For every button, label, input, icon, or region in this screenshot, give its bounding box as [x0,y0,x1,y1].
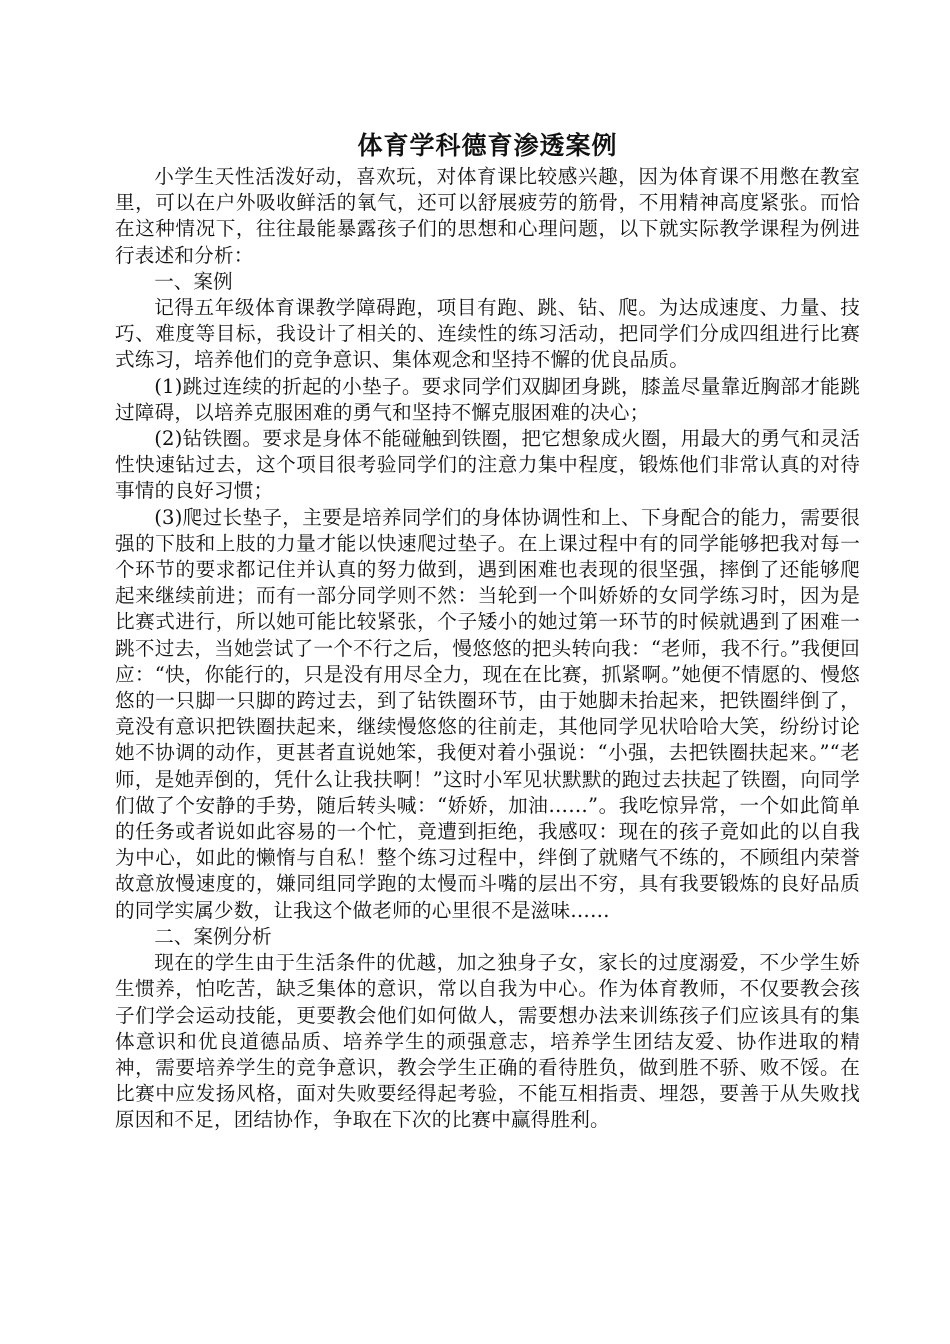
section-heading-case: 一、案例 [154,269,233,293]
intro-paragraph: 小学生天性活泼好动，喜欢玩，对体育课比较感兴趣，因为体育课不用憋在教室里，可以在户外吸收鲜活的氧气，还可以舒展疲劳的筋骨，不用精神高度紧张。而恰在这种情况下，往往最能暴露孩子们的思想和心理问题，以下就实际教学课程为例进行表述和分析： [115,165,860,267]
case-item-1: (1)跳过连续的折起的小垫子。要求同学们双脚团身跳，膝盖尽量靠近胸部才能跳过障碍，以培养克服困难的勇气和坚持不懈克服困难的决心； [115,374,860,424]
case-item-2: (2)钻铁圈。要求是身体不能碰触到铁圈，把它想象成火圈，用最大的勇气和灵活性快速钻过去，这个项目很考验同学们的注意力集中程度，锻炼他们非常认真的对待事情的良好习惯； [115,427,860,503]
analysis-paragraph: 现在的学生由于生活条件的优越，加之独身子女，家长的过度溺爱，不少学生娇生惯养，怕吃苦，缺乏集体的意识，常以自我为中心。作为体育教师，不仅要教会孩子们学会运动技能，更要教会他们如何做人，需要想办法来训练孩子们应该具有的集体意识和优良道德品质、培养学生的顽强意志，培养学生团结友爱、协作进取的精神，需要培养学生的竞争意识，教会学生正确的看待胜负，做到胜不骄、败不馁。在比赛中应发扬风格，面对失败要经得起考验，不能互相指责、埋怨，要善于从失败找原因和不足，团结协作，争取在下次的比赛中赢得胜利。 [115,951,860,1132]
section-heading-analysis: 二、案例分析 [154,924,272,948]
document-page [115,128,860,1134]
case-paragraph: 记得五年级体育课教学障碍跑，项目有跑、跳、钻、爬。为达成速度、力量、技巧、难度等目标，我设计了相关的、连续性的练习活动，把同学们分成四组进行比赛式练习，培养他们的竞争意识、集体观念和坚持不懈的优良品质。 [115,296,860,372]
case-item-3: (3)爬过长垫子，主要是培养同学们的身体协调性和上、下身配合的能力，需要很强的下肢和上肢的力量才能以快速爬过垫子。在上课过程中有的同学能够把我对每一个环节的要求都记住并认真的努力做到，遇到困难也表现的很坚强，摔倒了还能够爬起来继续前进；而有一部分同学则不然：当轮到一个叫娇娇的女同学练习时，因为是比赛式进行，所以她可能比较紧张，个子矮小的她过第一环节的时候就遇到了困难一跳不过去，当她尝试了一个不行之后，慢悠悠的把头转向我：“老师，我不行。”我便回应：“快，你能行的，只是没有用尽全力，现在在比赛，抓紧啊。”她便不情愿的、慢悠悠的一只脚一只脚的跨过去，到了钻铁圈环节，由于她脚未抬起来，把铁圈绊倒了，竟没有意识把铁圈扶起来，继续慢悠悠的往前走，其他同学见状哈哈大笑，纷纷讨论她不协调的动作，更甚者直说她笨，我便对着小强说：“小强，去把铁圈扶起来。”“老师，是她弄倒的，凭什么让我扶啊！”这时小军见状默默的跑过去扶起了铁圈，向同学们做了个安静的手势，随后转头喊：“娇娇，加油……”。我吃惊异常，一个如此简单的任务或者说如此容易的一个忙，竟遭到拒绝，我感叹：现在的孩子竟如此的以自我为中心，如此的懒惰与自私！整个练习过程中，绊倒了就赌气不练的，不顾组内荣誉故意放慢速度的，嫌同组同学跑的太慢而斗嘴的层出不穷，具有我要锻炼的良好品质的同学实属少数，让我这个做老师的心里很不是滋味…… [115,505,860,922]
document-title: 体育学科德育渗透案例 [357,131,618,160]
